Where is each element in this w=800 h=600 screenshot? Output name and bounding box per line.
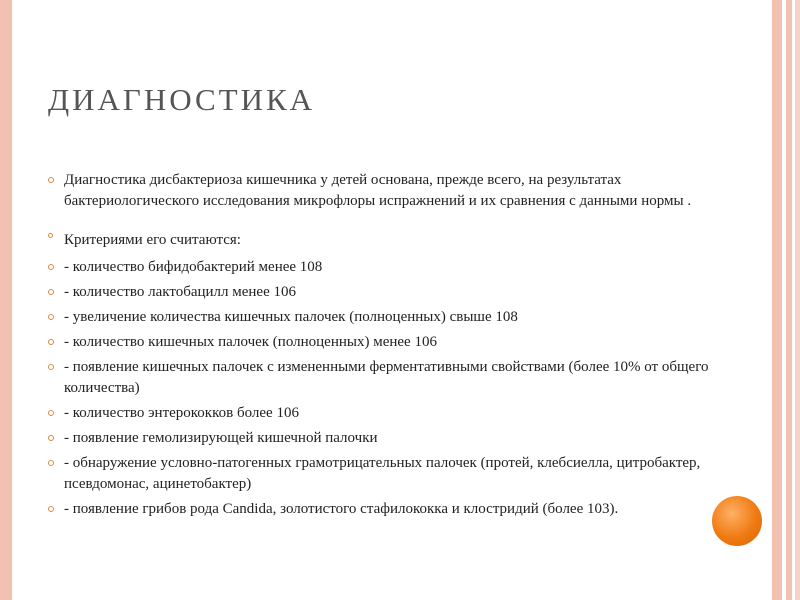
list-item bbox=[48, 453, 738, 495]
list-item-text: - увеличение количества кишечных палочек (полноценных) свыше 108 bbox=[64, 309, 518, 325]
list-item-text: - количество лактобацилл менее 106 bbox=[64, 284, 297, 300]
list-item bbox=[48, 357, 738, 399]
bullet-icon bbox=[48, 314, 54, 320]
list-item-text: - количество кишечных палочек (полноценных) менее 106 bbox=[64, 334, 437, 350]
criteria-heading-text: Критериями его считаются: bbox=[64, 232, 241, 248]
right-decor-stripe bbox=[786, 0, 792, 600]
bullet-icon bbox=[48, 410, 54, 416]
bullet-icon bbox=[48, 506, 54, 512]
list-item bbox=[48, 428, 738, 449]
right-decor-stripe bbox=[772, 0, 782, 600]
list-item-text: - появление гемолизирующей кишечной палочки bbox=[64, 430, 378, 446]
right-decor-stripe bbox=[795, 0, 800, 600]
bullet-icon bbox=[48, 177, 54, 183]
criteria-heading bbox=[48, 230, 738, 251]
list-item bbox=[48, 307, 738, 328]
list-item bbox=[48, 403, 738, 424]
bullet-icon bbox=[48, 233, 53, 238]
bullet-icon bbox=[48, 289, 54, 295]
bullet-icon bbox=[48, 364, 54, 370]
list-item-text: - появление кишечных палочек с измененными ферментативными свойствами (более 10% от общего количества) bbox=[64, 359, 709, 396]
list-item bbox=[48, 282, 738, 303]
slide-title: ДИАГНОСТИКА bbox=[48, 82, 316, 117]
list-item bbox=[48, 332, 738, 353]
list-item-text: - количество бифидобактерий менее 108 bbox=[64, 259, 323, 275]
list-item bbox=[48, 257, 738, 278]
left-decor-stripe bbox=[0, 0, 12, 600]
list-item-text: - количество энтерококков более 106 bbox=[64, 405, 299, 421]
list-item bbox=[48, 499, 738, 520]
intro-paragraph bbox=[48, 170, 738, 212]
bullet-icon bbox=[48, 435, 54, 441]
decorative-orb-icon bbox=[712, 496, 762, 546]
intro-text: Диагностика дисбактериоза кишечника у детей основана, прежде всего, на результатах бактериологического исследования микрофлоры испражнений и их сравнения с данными нормы . bbox=[64, 172, 692, 209]
bullet-icon bbox=[48, 339, 54, 345]
list-item-text: - обнаружение условно-патогенных грамотрицательных палочек (протей, клебсиелла, цитробактер, псевдомонас, ацинетобактер) bbox=[64, 455, 701, 492]
list-item-text: - появление грибов рода Candida, золотистого стафилококка и клостридий (более 103). bbox=[64, 501, 619, 517]
bullet-icon bbox=[48, 460, 54, 466]
slide-body bbox=[48, 170, 738, 524]
bullet-icon bbox=[48, 264, 54, 270]
